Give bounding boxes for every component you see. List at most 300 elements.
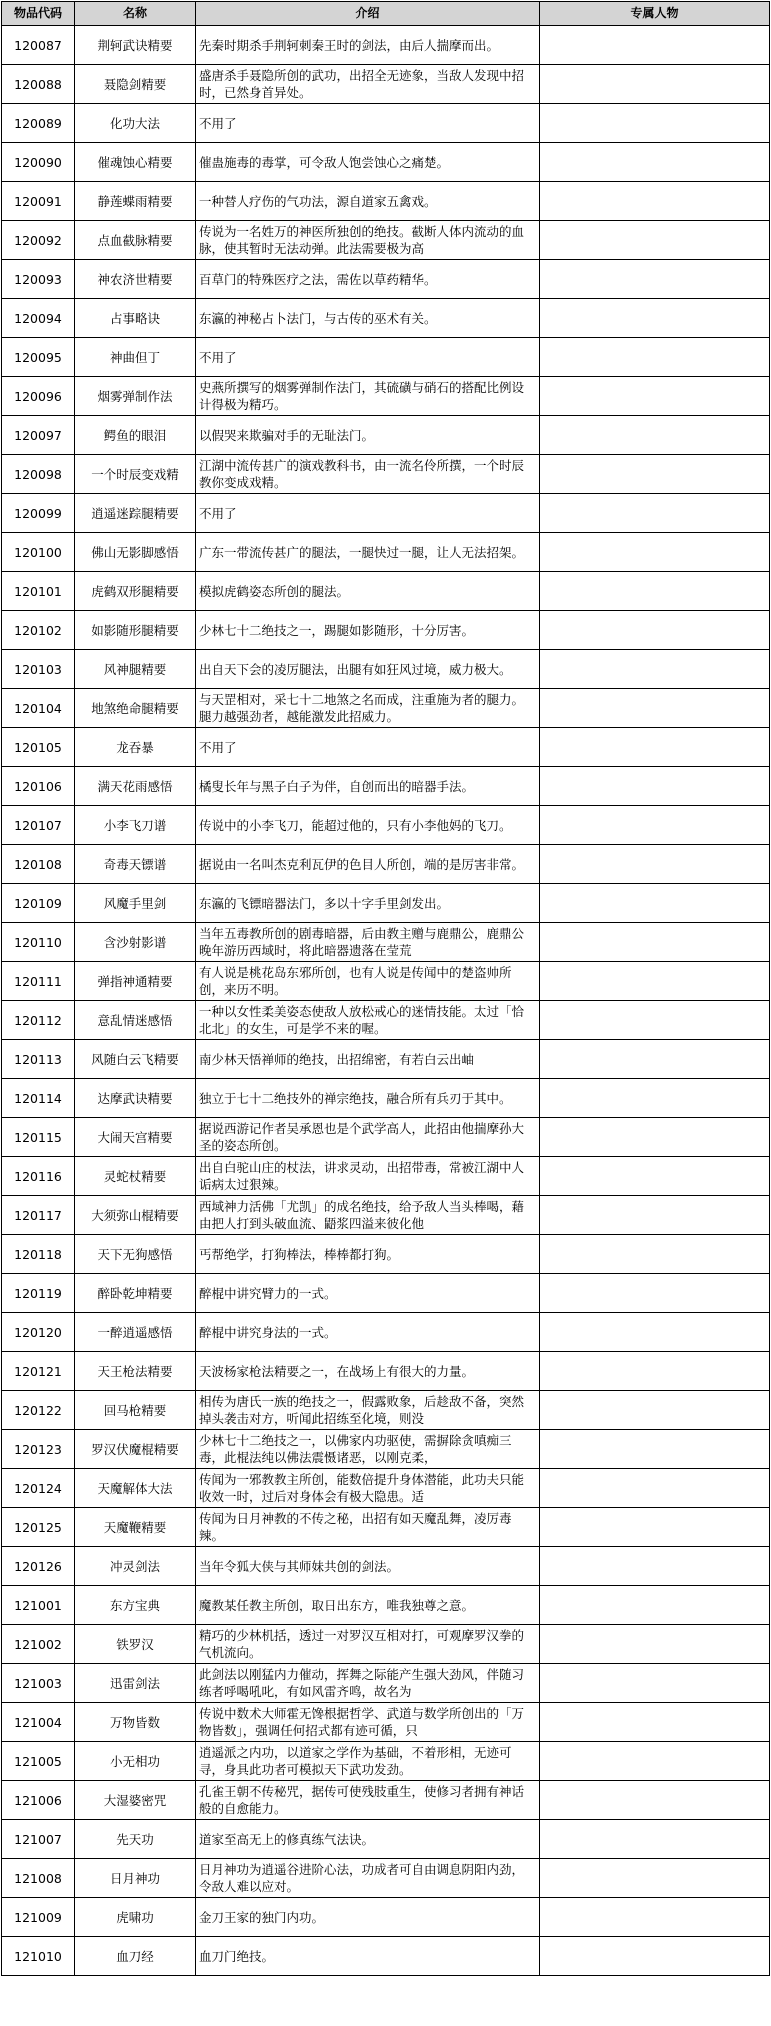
item-description-cell: [196, 338, 540, 377]
item-description-cell: [196, 1079, 540, 1118]
item-code-cell: 120099: [2, 494, 75, 533]
item-description-cell: [196, 650, 540, 689]
item-code-cell: 120098: [2, 455, 75, 494]
item-owner-cell: [540, 572, 770, 611]
table-row: [2, 962, 770, 1001]
table-row: [2, 572, 770, 611]
item-code-cell: 120120: [2, 1313, 75, 1352]
item-owner-cell: [540, 1274, 770, 1313]
table-row: [2, 1118, 770, 1157]
item-name-cell: 东方宝典: [75, 1586, 196, 1625]
item-description-cell: [196, 962, 540, 1001]
item-owner-cell: [540, 1040, 770, 1079]
table-row: [2, 455, 770, 494]
item-owner-cell: [540, 1313, 770, 1352]
item-owner-cell: [540, 1196, 770, 1235]
item-code-cell: 120092: [2, 221, 75, 260]
item-owner-cell: [540, 1820, 770, 1859]
item-description-text: 醉棍中讲究臂力的一式。: [199, 1285, 337, 1301]
item-description-text: 催蛊施毒的毒掌，可令敌人饱尝蚀心之痛楚。: [199, 154, 450, 170]
item-description-cell: [196, 221, 540, 260]
item-owner-cell: [540, 650, 770, 689]
item-owner-cell: [540, 1001, 770, 1040]
item-description-text: 出自白驼山庄的杖法，讲求灵动，出招带毒，常被江湖中人诟病太过狠辣。: [199, 1160, 525, 1192]
table-row: [2, 65, 770, 104]
item-description-text: 东瀛的神秘占卜法门，与古传的巫术有关。: [199, 310, 437, 326]
table-row: [2, 1430, 770, 1469]
item-code-cell: 120101: [2, 572, 75, 611]
item-description-cell: [196, 182, 540, 221]
item-owner-cell: [540, 962, 770, 1001]
item-description-text: 当年五毒教所创的剧毒暗器，后由教主赠与鹿鼎公，鹿鼎公晚年游历西域时，将此暗器遗落在莹荒: [199, 926, 525, 958]
item-name-cell: 日月神功: [75, 1859, 196, 1898]
table-row: [2, 1235, 770, 1274]
item-code-cell: 121006: [2, 1781, 75, 1820]
item-owner-cell: [540, 338, 770, 377]
item-owner-cell: [540, 221, 770, 260]
item-description-text: 东瀛的飞镖暗器法门，多以十字手里剑发出。: [199, 895, 450, 911]
item-description-text: 模拟虎鹤姿态所创的腿法。: [199, 583, 350, 599]
item-code-cell: 120104: [2, 689, 75, 728]
item-name-cell: 天王枪法精要: [75, 1352, 196, 1391]
item-code-cell: 120088: [2, 65, 75, 104]
item-owner-cell: [540, 767, 770, 806]
item-owner-cell: [540, 65, 770, 104]
item-code-cell: 120116: [2, 1157, 75, 1196]
item-owner-cell: [540, 1079, 770, 1118]
table-row: [2, 1079, 770, 1118]
item-code-cell: 120111: [2, 962, 75, 1001]
item-owner-cell: [540, 416, 770, 455]
item-owner-cell: [540, 1508, 770, 1547]
item-name-cell: 先天功: [75, 1820, 196, 1859]
item-owner-cell: [540, 1898, 770, 1937]
item-description-cell: [196, 1391, 540, 1430]
item-code-cell: 120102: [2, 611, 75, 650]
item-description-cell: [196, 1898, 540, 1937]
item-code-cell: 120094: [2, 299, 75, 338]
item-code-cell: 120114: [2, 1079, 75, 1118]
item-description-text: 不用了: [199, 115, 237, 131]
table-row: [2, 1313, 770, 1352]
item-description-cell: [196, 1937, 540, 1976]
item-description-cell: [196, 1313, 540, 1352]
item-name-cell: 虎啸功: [75, 1898, 196, 1937]
item-name-cell: 风神腿精要: [75, 650, 196, 689]
item-name-cell: 神农济世精要: [75, 260, 196, 299]
table-row: [2, 650, 770, 689]
item-description-text: 据说西游记作者吴承恩也是个武学高人，此招由他揣摩孙大圣的姿态所创。: [199, 1121, 525, 1153]
item-description-cell: [196, 1781, 540, 1820]
item-code-cell: 120113: [2, 1040, 75, 1079]
item-name-cell: 虎鹤双形腿精要: [75, 572, 196, 611]
table-row: [2, 1820, 770, 1859]
item-description-cell: [196, 299, 540, 338]
item-owner-cell: [540, 1391, 770, 1430]
item-description-cell: [196, 1430, 540, 1469]
item-description-text: 魔教某任教主所创，取日出东方，唯我独尊之意。: [199, 1597, 475, 1613]
item-description-text: 不用了: [199, 349, 237, 365]
item-description-cell: [196, 572, 540, 611]
item-name-cell: 大须弥山棍精要: [75, 1196, 196, 1235]
item-code-cell: 120091: [2, 182, 75, 221]
item-description-text: 盛唐杀手聂隐所创的武功，出招全无迹象，当敌人发现中招时，已然身首异处。: [199, 68, 525, 100]
table-row: [2, 1742, 770, 1781]
item-description-text: 江湖中流传甚广的演戏教科书，由一流名伶所撰，一个时辰教你变成戏精。: [199, 458, 525, 490]
table-row: [2, 377, 770, 416]
item-description-cell: [196, 1274, 540, 1313]
header-description: 介绍: [196, 2, 540, 26]
item-code-cell: 121007: [2, 1820, 75, 1859]
item-code-cell: 120097: [2, 416, 75, 455]
table-row: [2, 338, 770, 377]
item-code-cell: 120095: [2, 338, 75, 377]
item-description-cell: [196, 1157, 540, 1196]
item-name-cell: 醉卧乾坤精要: [75, 1274, 196, 1313]
table-row: [2, 494, 770, 533]
item-name-cell: 意乱情迷感悟: [75, 1001, 196, 1040]
table-row: [2, 416, 770, 455]
item-name-cell: 冲灵剑法: [75, 1547, 196, 1586]
item-owner-cell: [540, 611, 770, 650]
header-owner: 专属人物: [540, 2, 770, 26]
item-description-text: 金刀王家的独门内功。: [199, 1909, 325, 1925]
item-owner-cell: [540, 1157, 770, 1196]
item-description-cell: [196, 728, 540, 767]
item-name-cell: 罗汉伏魔棍精要: [75, 1430, 196, 1469]
item-name-cell: 天下无狗感悟: [75, 1235, 196, 1274]
item-description-text: 出自天下会的凌厉腿法，出腿有如狂风过境，威力极大。: [199, 661, 512, 677]
table-row: [2, 1391, 770, 1430]
table-row: [2, 1898, 770, 1937]
item-code-cell: 120119: [2, 1274, 75, 1313]
item-description-cell: [196, 533, 540, 572]
table-row: [2, 104, 770, 143]
table-row: [2, 923, 770, 962]
item-name-cell: 鳄鱼的眼泪: [75, 416, 196, 455]
table-row: [2, 767, 770, 806]
item-description-text: 与天罡相对，采七十二地煞之名而成，注重施为者的腿力。腿力越强劲者，越能激发此招威力。: [199, 692, 525, 724]
item-description-cell: [196, 416, 540, 455]
item-description-text: 西域神力活佛「尤凯」的成名绝技，给予敌人当头棒喝，藉由把人打到头破血流、鼯浆四溢来彼化他: [199, 1199, 525, 1231]
item-code-cell: 120100: [2, 533, 75, 572]
item-code-cell: 120096: [2, 377, 75, 416]
table-row: [2, 1469, 770, 1508]
item-owner-cell: [540, 1352, 770, 1391]
item-name-cell: 佛山无影脚感悟: [75, 533, 196, 572]
item-code-cell: 120118: [2, 1235, 75, 1274]
item-description-cell: [196, 26, 540, 65]
item-code-cell: 120109: [2, 884, 75, 923]
item-owner-cell: [540, 1664, 770, 1703]
table-row: [2, 1040, 770, 1079]
item-name-cell: 铁罗汉: [75, 1625, 196, 1664]
item-code-cell: 120121: [2, 1352, 75, 1391]
item-description-text: 逍遥派之内功，以道家之学作为基础，不着形相，无迹可寻，身具此功者可模拟天下武功发劲。: [199, 1745, 512, 1777]
item-name-cell: 达摩武诀精要: [75, 1079, 196, 1118]
item-description-text: 精巧的少林机括，透过一对罗汉互相对打，可观摩罗汉拳的气机流向。: [199, 1628, 525, 1660]
item-description-text: 日月神功为逍遥谷进阶心法，功成者可自由调息阴阳内劲，令敌人难以应对。: [199, 1862, 525, 1894]
item-description-cell: [196, 845, 540, 884]
table-row: [2, 689, 770, 728]
item-code-cell: 120110: [2, 923, 75, 962]
table-row: [2, 1586, 770, 1625]
table-row: [2, 26, 770, 65]
item-description-cell: [196, 1235, 540, 1274]
item-name-cell: 迅雷剑法: [75, 1664, 196, 1703]
item-description-text: 相传为唐氏一族的绝技之一，假露败象，后趁敌不备，突然掉头袭击对方，听闻此招练至化境，则没: [199, 1394, 525, 1426]
item-description-text: 独立于七十二绝技外的禅宗绝技，融合所有兵刃于其中。: [199, 1090, 512, 1106]
item-owner-cell: [540, 1937, 770, 1976]
header-code: 物品代码: [2, 2, 75, 26]
item-code-cell: 120093: [2, 260, 75, 299]
item-name-cell: 一醉逍遥感悟: [75, 1313, 196, 1352]
table-row: [2, 221, 770, 260]
item-name-cell: 风随白云飞精要: [75, 1040, 196, 1079]
item-name-cell: 催魂蚀心精要: [75, 143, 196, 182]
item-description-text: 广东一带流传甚广的腿法，一腿快过一腿，让人无法招架。: [199, 544, 525, 560]
item-code-cell: 120087: [2, 26, 75, 65]
table-row: [2, 728, 770, 767]
item-code-cell: 120115: [2, 1118, 75, 1157]
item-description-text: 不用了: [199, 505, 237, 521]
item-description-text: 百草门的特殊医疗之法，需佐以草药精华。: [199, 271, 437, 287]
item-description-cell: [196, 1820, 540, 1859]
table-row: [2, 182, 770, 221]
item-code-cell: 120106: [2, 767, 75, 806]
item-description-text: 传说为一名姓万的神医所独创的绝技。截断人体内流动的血脉，使其暂时无法动弹。此法需要极为高: [199, 224, 525, 256]
item-name-cell: 地煞绝命腿精要: [75, 689, 196, 728]
item-owner-cell: [540, 845, 770, 884]
item-description-cell: [196, 1001, 540, 1040]
item-name-cell: 小李飞刀谱: [75, 806, 196, 845]
table-row: [2, 806, 770, 845]
item-name-cell: 占事略诀: [75, 299, 196, 338]
item-name-cell: 如影随形腿精要: [75, 611, 196, 650]
item-code-cell: 120122: [2, 1391, 75, 1430]
item-code-cell: 120125: [2, 1508, 75, 1547]
item-description-text: 血刀门绝技。: [199, 1948, 275, 1964]
item-owner-cell: [540, 1547, 770, 1586]
item-name-cell: 烟雾弹制作法: [75, 377, 196, 416]
item-description-cell: [196, 104, 540, 143]
item-code-cell: 120124: [2, 1469, 75, 1508]
item-owner-cell: [540, 143, 770, 182]
item-description-text: 有人说是桃花岛东邪所创，也有人说是传闻中的楚盗帅所创，来历不明。: [199, 965, 512, 997]
item-code-cell: 121003: [2, 1664, 75, 1703]
item-description-text: 传闻为日月神教的不传之秘，出招有如天魔乱舞，凌厉毒辣。: [199, 1511, 512, 1543]
item-description-cell: [196, 1586, 540, 1625]
item-description-text: 一种以女性柔美姿态使敌人放松戒心的迷情技能。太过「恰北北」的女生，可是学不来的喔。: [199, 1004, 525, 1036]
item-description-text: 当年令狐大侠与其师妹共创的剑法。: [199, 1558, 400, 1574]
table-row: [2, 1274, 770, 1313]
item-description-text: 传闻为一邪教教主所创，能数倍提升身体潜能，此功夫只能收效一时，过后对身体会有极大隐患。适: [199, 1472, 525, 1504]
item-owner-cell: [540, 377, 770, 416]
item-description-text: 此剑法以刚猛内力催动，挥舞之际能产生强大劲风，伴随习练者呼喝吼叱，有如风雷齐鸣，故名为: [199, 1667, 525, 1699]
table-row: [2, 1859, 770, 1898]
item-owner-cell: [540, 1625, 770, 1664]
item-name-cell: 一个时辰变戏精: [75, 455, 196, 494]
item-name-cell: 神曲但丁: [75, 338, 196, 377]
item-owner-cell: [540, 455, 770, 494]
item-code-cell: 121005: [2, 1742, 75, 1781]
item-code-cell: 120108: [2, 845, 75, 884]
item-name-cell: 满天花雨感悟: [75, 767, 196, 806]
item-name-cell: 荆轲武诀精要: [75, 26, 196, 65]
item-description-cell: [196, 1352, 540, 1391]
table-row: [2, 1547, 770, 1586]
item-description-cell: [196, 377, 540, 416]
item-description-cell: [196, 1040, 540, 1079]
item-owner-cell: [540, 1118, 770, 1157]
item-code-cell: 120103: [2, 650, 75, 689]
table-row: [2, 299, 770, 338]
item-name-cell: 含沙射影谱: [75, 923, 196, 962]
item-name-cell: 点血截脉精要: [75, 221, 196, 260]
table-row: [2, 1001, 770, 1040]
item-name-cell: 灵蛇杖精要: [75, 1157, 196, 1196]
item-name-cell: 风魔手里剑: [75, 884, 196, 923]
item-owner-cell: [540, 1742, 770, 1781]
item-description-cell: [196, 455, 540, 494]
item-description-text: 一种替人疗伤的气功法，源自道家五禽戏。: [199, 193, 437, 209]
item-code-cell: 120123: [2, 1430, 75, 1469]
item-owner-cell: [540, 494, 770, 533]
item-owner-cell: [540, 104, 770, 143]
item-owner-cell: [540, 1859, 770, 1898]
item-description-text: 史燕所撰写的烟雾弹制作法门，其硫磺与硝石的搭配比例设计得极为精巧。: [199, 380, 525, 412]
item-name-cell: 小无相功: [75, 1742, 196, 1781]
item-description-text: 天波杨家枪法精要之一，在战场上有很大的力量。: [199, 1363, 475, 1379]
table-row: [2, 1625, 770, 1664]
table-row: [2, 1508, 770, 1547]
item-name-cell: 静莲蝶雨精要: [75, 182, 196, 221]
item-description-cell: [196, 1664, 540, 1703]
item-description-text: 传说中数术大师霍无馋根据哲学、武道与数学所创出的「万物皆数」，强调任何招式都有迹可循，只: [199, 1706, 525, 1738]
item-description-text: 先秦时期杀手荆轲刺秦王时的剑法，由后人揣摩而出。: [199, 37, 500, 53]
item-owner-cell: [540, 1469, 770, 1508]
item-description-cell: [196, 1547, 540, 1586]
item-name-cell: 回马枪精要: [75, 1391, 196, 1430]
item-owner-cell: [540, 260, 770, 299]
item-code-cell: 120090: [2, 143, 75, 182]
item-description-text: 道家至高无上的修真练气法诀。: [199, 1831, 375, 1847]
item-owner-cell: [540, 26, 770, 65]
item-name-cell: 万物皆数: [75, 1703, 196, 1742]
item-description-text: 少林七十二绝技之一，以佛家内功驱使，需摒除贪嗔痴三毒，此棍法纯以佛法震慑诸恶，以刚克柔，: [199, 1433, 512, 1465]
item-description-cell: [196, 884, 540, 923]
table-row: [2, 1352, 770, 1391]
item-description-text: 少林七十二绝技之一，踢腿如影随形，十分厉害。: [199, 622, 475, 638]
table-row: [2, 533, 770, 572]
item-description-cell: [196, 1625, 540, 1664]
item-description-cell: [196, 143, 540, 182]
item-name-cell: 大闹天宫精要: [75, 1118, 196, 1157]
table-row: [2, 1781, 770, 1820]
item-description-text: 以假哭来欺骗对手的无耻法门。: [199, 427, 375, 443]
item-description-cell: [196, 1703, 540, 1742]
item-name-cell: 天魔鞭精要: [75, 1508, 196, 1547]
table-row: [2, 845, 770, 884]
table-row: [2, 1196, 770, 1235]
item-code-cell: 120117: [2, 1196, 75, 1235]
table-row: [2, 884, 770, 923]
item-code-cell: 120112: [2, 1001, 75, 1040]
table-row: [2, 143, 770, 182]
item-code-cell: 121010: [2, 1937, 75, 1976]
table-row: [2, 611, 770, 650]
item-owner-cell: [540, 1781, 770, 1820]
header-name: 名称: [75, 2, 196, 26]
item-code-cell: 121009: [2, 1898, 75, 1937]
item-owner-cell: [540, 533, 770, 572]
item-description-cell: [196, 1469, 540, 1508]
item-name-cell: 天魔解体大法: [75, 1469, 196, 1508]
item-name-cell: 弹指神通精要: [75, 962, 196, 1001]
item-description-cell: [196, 1859, 540, 1898]
header-row: [2, 2, 770, 26]
item-description-text: 丐帮绝学，打狗棒法，棒棒都打狗。: [199, 1246, 400, 1262]
item-owner-cell: [540, 1235, 770, 1274]
item-name-cell: 血刀经: [75, 1937, 196, 1976]
item-owner-cell: [540, 1586, 770, 1625]
item-owner-cell: [540, 1430, 770, 1469]
item-code-cell: 121002: [2, 1625, 75, 1664]
item-description-cell: [196, 767, 540, 806]
item-name-cell: 逍遥迷踪腿精要: [75, 494, 196, 533]
item-owner-cell: [540, 923, 770, 962]
item-description-cell: [196, 806, 540, 845]
item-name-cell: 龙吞暴: [75, 728, 196, 767]
item-code-cell: 121004: [2, 1703, 75, 1742]
item-description-cell: [196, 1742, 540, 1781]
item-description-text: 南少林天悟禅师的绝技，出招绵密，有若白云出岫: [199, 1051, 475, 1067]
item-description-cell: [196, 611, 540, 650]
item-owner-cell: [540, 728, 770, 767]
item-description-text: 孔雀王朝不传秘咒，据传可使残肢重生，使修习者拥有神话般的自愈能力。: [199, 1784, 525, 1816]
item-description-cell: [196, 689, 540, 728]
item-description-cell: [196, 494, 540, 533]
item-code-cell: 120126: [2, 1547, 75, 1586]
item-code-cell: 121008: [2, 1859, 75, 1898]
item-owner-cell: [540, 689, 770, 728]
item-description-cell: [196, 1118, 540, 1157]
item-description-cell: [196, 65, 540, 104]
item-description-cell: [196, 923, 540, 962]
item-description-text: 不用了: [199, 739, 237, 755]
table-row: [2, 1664, 770, 1703]
item-owner-cell: [540, 299, 770, 338]
item-description-text: 橘叟长年与黑子白子为伴，自创而出的暗器手法。: [199, 778, 475, 794]
item-name-cell: 聂隐剑精要: [75, 65, 196, 104]
item-owner-cell: [540, 182, 770, 221]
item-description-cell: [196, 1196, 540, 1235]
item-name-cell: 化功大法: [75, 104, 196, 143]
item-name-cell: 奇毒天镖谱: [75, 845, 196, 884]
item-description-text: 据说由一名叫杰克利瓦伊的色目人所创，端的是厉害非常。: [199, 856, 525, 872]
item-code-cell: 120107: [2, 806, 75, 845]
table-row: [2, 1703, 770, 1742]
item-owner-cell: [540, 884, 770, 923]
item-code-cell: 120089: [2, 104, 75, 143]
item-description-cell: [196, 260, 540, 299]
item-table: [1, 1, 770, 1976]
item-description-text: 传说中的小李飞刀，能超过他的，只有小李他妈的飞刀。: [199, 817, 512, 833]
item-name-cell: 大湿婆密咒: [75, 1781, 196, 1820]
item-description-text: 醉棍中讲究身法的一式。: [199, 1324, 337, 1340]
item-owner-cell: [540, 1703, 770, 1742]
item-owner-cell: [540, 806, 770, 845]
